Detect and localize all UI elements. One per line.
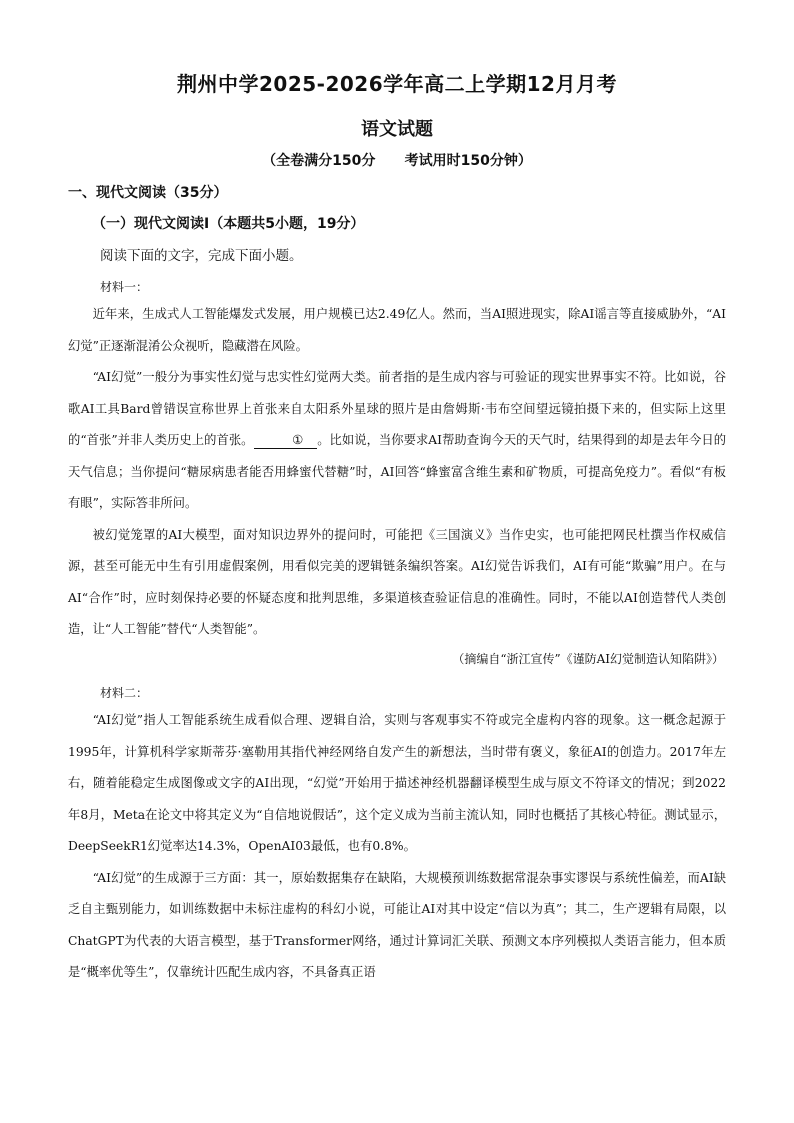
exam-info: （全卷满分150分 考试用时150分钟） bbox=[262, 153, 532, 169]
material1-paragraph-2-part-a: “AI幻觉”一般分为事实性幻觉与忠实性幻觉两大类。前者指的是生成内容与可验证的现实世界事实不符。比如说，谷歌AI工具Bard曾错误宣称世界上首张来自太阳系外星球的照片是由詹姆斯·韦布空间望远镜拍摄下来的，但实际上这里的“首张”并非人类历史上的首张。 bbox=[68, 370, 726, 447]
material1-paragraph-1: 近年来，生成式人工智能爆发式发展，用户规模已达2.49亿人。然而，当AI照进现实，除AI谣言等直接威胁外，“AI幻觉”正逐渐混淆公众视听，隐藏潜在风险。 bbox=[68, 307, 726, 353]
material1-paragraph-3: 被幻觉笼罩的AI大模型，面对知识边界外的提问时，可能把《三国演义》当作史实，也可能把网民杜撰当作权威信源，甚至可能无中生有引用虚假案例，用看似完美的逻辑链条编织答案。AI幻觉告诉我们，AI有可能“欺骗”用户。在与AI“合作”时，应时刻保持必要的怀疑态度和批判思维，多渠道核查验证信息的准确性。同时，不能以AI创造替代人类创造，让“人工智能”替代“人类智能”。 bbox=[68, 527, 726, 636]
material1-source: （摘编自“浙江宣传”《谨防AI幻觉制造认知陷阱》） bbox=[452, 652, 724, 666]
exam-subtitle: 语文试题 bbox=[361, 119, 433, 140]
section-heading: 一、现代文阅读（35分） bbox=[68, 185, 228, 201]
subsection-heading: （一）现代文阅读Ⅰ（本题共5小题，19分） bbox=[92, 216, 365, 232]
material2-paragraph-1: “AI幻觉”指人工智能系统生成看似合理、逻辑自洽，实则与客观事实不符或完全虚构内容的现象。这一概念起源于1995年，计算机科学家斯蒂芬·塞勒用其指代神经网络自发产生的新想法，当时带有褒义，象征AI的创造力。2017年左右，随着能稳定生成图像或文字的AI出现，“幻觉”开始用于描述神经机器翻译模型生成与原文不符译文的情况；到2022年8月，Meta在论文中将其定义为“自信地说假话”，这个定义成为当前主流认知，同时也概括了其核心特征。测试显示，DeepSeekR1幻觉率达14.3%，OpenAI03最低，也有0.8%。 bbox=[68, 713, 726, 853]
material2-paragraph-2: “AI幻觉”的生成源于三方面：其一，原始数据集存在缺陷，大规模预训练数据常混杂事实谬误与系统性偏差，而AI缺乏自主甄别能力，如训练数据中未标注虚构的科幻小说，可能让AI对其中设定“信以为真”；其二，生产逻辑有局限，以ChatGPT为代表的大语言模型，基于Transformer网络，通过计算词汇关联、预测文本序列模拟人类语言能力，但本质是“概率优等生”，仅靠统计匹配生成内容，不具备真正语 bbox=[68, 870, 726, 979]
material2-body bbox=[68, 705, 726, 989]
fill-in-blank: ① bbox=[254, 432, 318, 449]
material1-paragraph-2-part-b: 。比如说，当你要求AI帮助查询今天的天气时，结果得到的却是去年今日的天气信息；当你提问“糖尿病患者能否用蜂蜜代替糖”时，AI回答“蜂蜜富含维生素和矿物质，可提高免疫力”。看似“有板有眼”，实际答非所问。 bbox=[68, 433, 726, 510]
material2-label: 材料二： bbox=[100, 686, 149, 700]
material1-body bbox=[68, 299, 726, 646]
reading-instruction: 阅读下面的文字，完成下面小题。 bbox=[100, 248, 303, 264]
material1-label: 材料一： bbox=[100, 280, 149, 294]
material1-paragraph-2 bbox=[68, 362, 726, 520]
exam-title: 荆州中学2025-2026学年高二上学期12月月考 bbox=[177, 72, 617, 96]
